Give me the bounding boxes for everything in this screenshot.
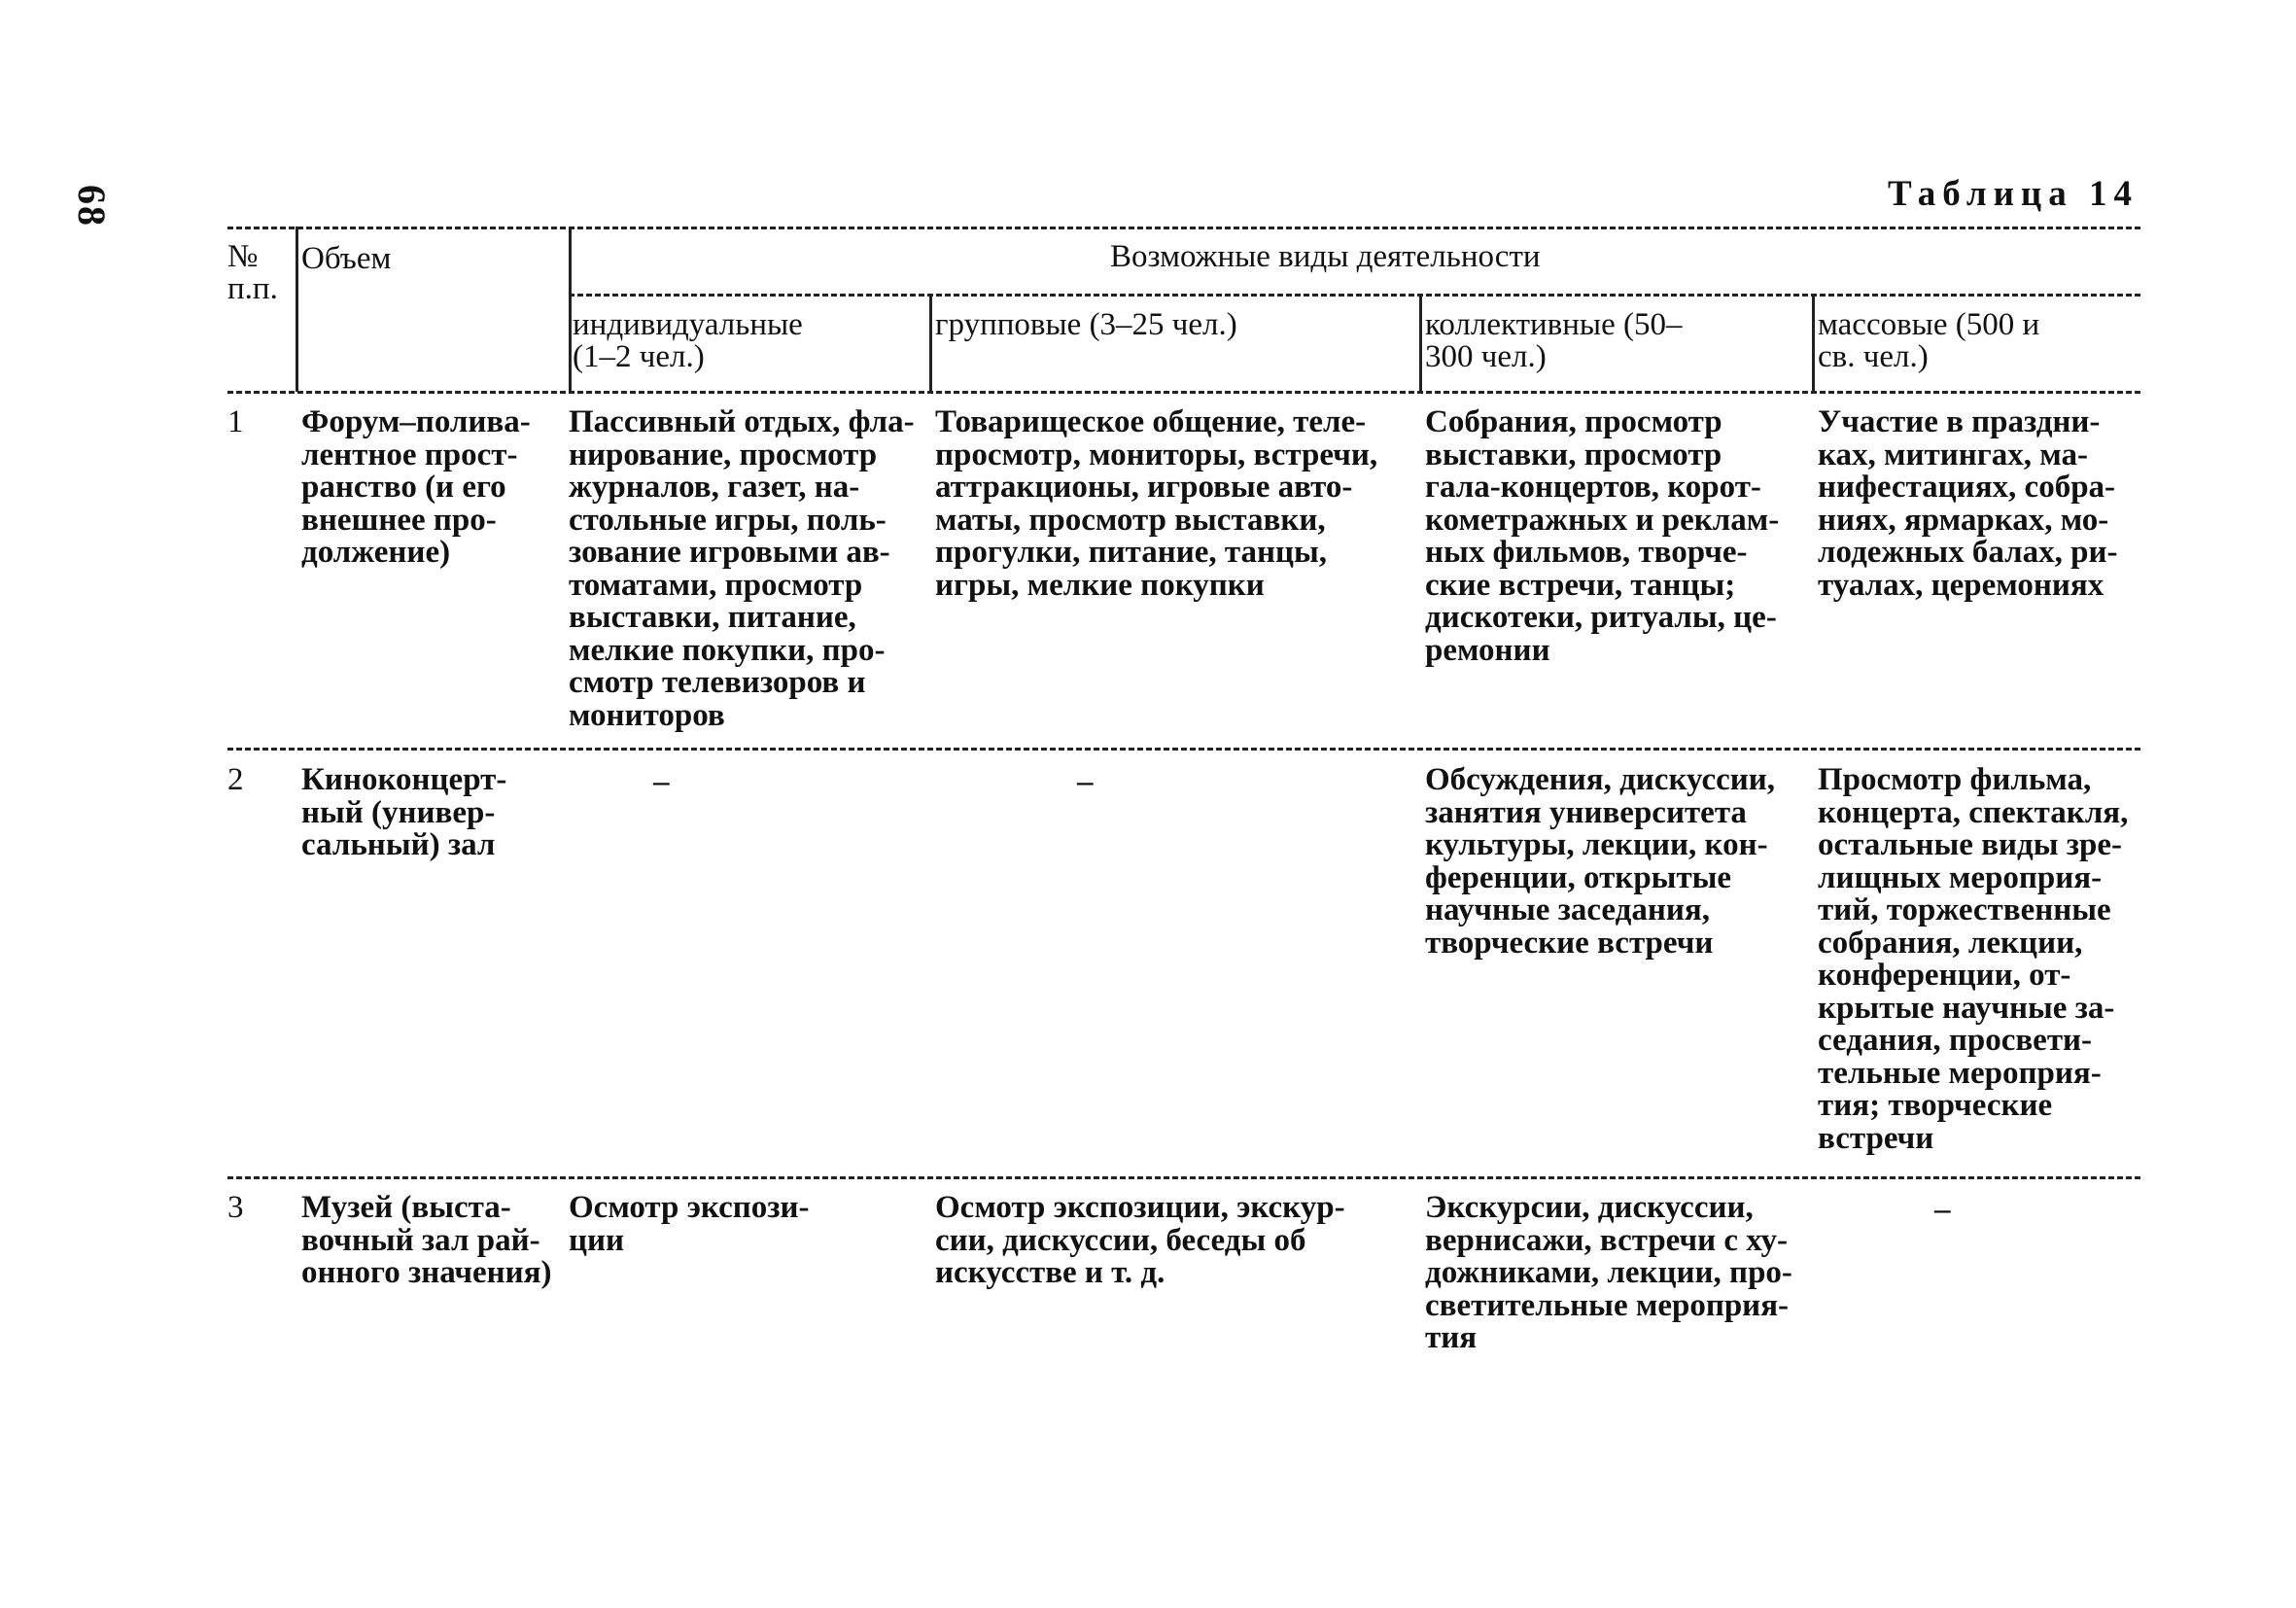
table-top-rule [227, 227, 2140, 229]
page-number: 68 [70, 185, 114, 227]
row2-individual: – [653, 764, 670, 799]
row2-mass: Просмотр фильма, концерта, спектакля, остальные виды зре- лищных мероприя- тий, торжественные собрания, лекции, конференции, от- крытые научные за- седания, просвети- тельные мероприя- тия; творческие встречи [1818, 762, 2129, 1156]
header-mass: массовые (500 и св. чел.) [1818, 307, 2040, 374]
row3-mass: – [1934, 1192, 1951, 1227]
header-divider-3 [929, 294, 932, 391]
row2-bottom-rule [227, 1176, 2140, 1179]
row1-mass: Участие в праздни- ках, митингах, ма- нифестациях, собра- ниях, ярмарках, мо- лодежных балах, ри- туалах, церемониях [1818, 404, 2118, 603]
header-collective: коллективные (50– 300 чел.) [1425, 307, 1683, 374]
row3-collective: Экскурсии, дискуссии, вернисажи, встречи с ху- дожниками, лекции, про- светительные мероприя- тия [1425, 1190, 1792, 1355]
row3-volume: Музей (выста- вочный зал рай- онного значения) [301, 1190, 552, 1290]
header-individual: индивидуальные (1–2 чел.) [573, 307, 803, 374]
header-group: групповые (3–25 чел.) [935, 307, 1237, 342]
header-sub-rule [569, 294, 2140, 297]
header-activities: Возможные виды деятельности [1110, 239, 1541, 274]
header-bottom-rule [227, 391, 2140, 394]
header-divider-4 [1419, 294, 1422, 391]
header-num: № п.п. [227, 239, 278, 306]
row2-group: – [1077, 764, 1094, 799]
row2-num: 2 [227, 762, 244, 797]
row2-collective: Обсуждения, дискуссии, занятия университета культуры, лекции, кон- ференции, открытые научные заседания, творческие встречи [1425, 762, 1776, 961]
header-divider-5 [1812, 294, 1815, 391]
table-caption: Таблица 14 [1888, 174, 2139, 214]
row1-num: 1 [227, 404, 244, 439]
header-divider-2 [569, 227, 572, 392]
row1-collective: Собрания, просмотр выставки, просмотр гала-концертов, корот- кометражных и реклам- ных фильмов, творче- ские встречи, танцы; дискотеки, ритуалы, це- ремонии [1425, 404, 1780, 668]
row1-bottom-rule [227, 748, 2140, 751]
row3-group: Осмотр экспозиции, экскур- сии, дискуссии, беседы об искусстве и т. д. [935, 1190, 1345, 1290]
row3-individual: Осмотр экспози- ции [569, 1190, 810, 1258]
header-divider-1 [296, 227, 298, 392]
header-volume: Объем [301, 241, 392, 276]
row3-num: 3 [227, 1190, 244, 1225]
row1-group: Товарищеское общение, теле- просмотр, мониторы, встречи, аттракционы, игровые авто- маты, просмотр выставки, прогулки, питание, танцы, игры, мелкие покупки [935, 404, 1378, 603]
row1-volume: Форум–полива- лентное прост- ранство (и его внешнее про- должение) [301, 404, 531, 570]
row1-individual: Пассивный отдых, фла- нирование, просмотр журналов, газет, на- стольные игры, поль- зование игровыми ав- томатами, просмотр выставки, питание, мелкие покупки, про- смотр телевизоров и мониторов [569, 404, 915, 733]
row2-volume: Киноконцерт- ный (универ- сальный) зал [301, 762, 507, 862]
